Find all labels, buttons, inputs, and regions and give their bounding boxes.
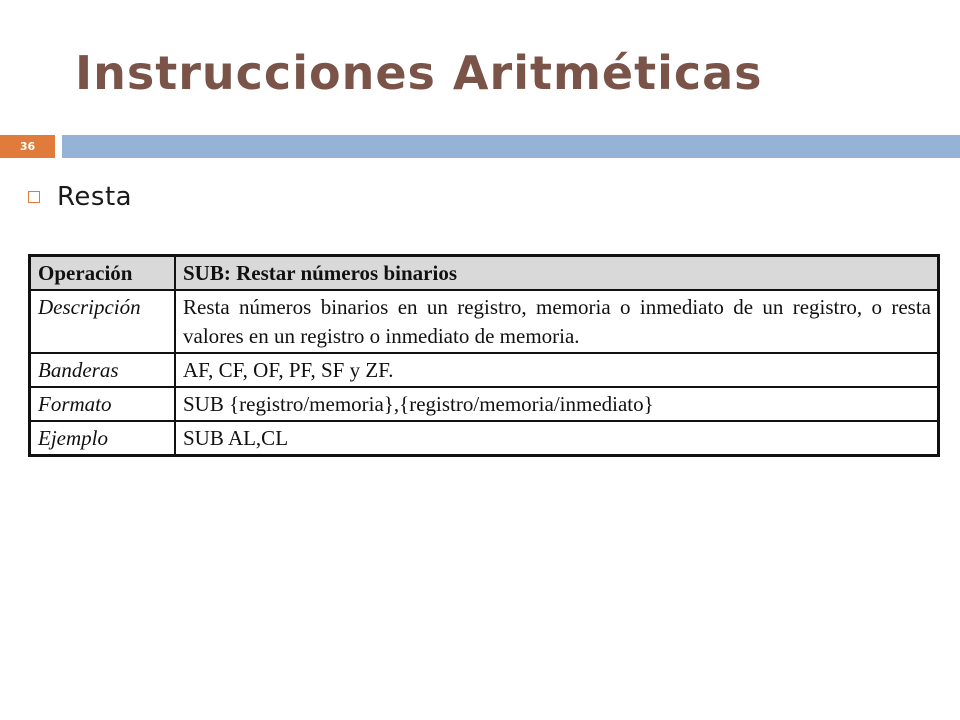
square-bullet-icon <box>28 191 40 203</box>
table-row <box>30 387 939 421</box>
slide-number: 36 <box>0 135 55 158</box>
table-cell-value: AF, CF, OF, PF, SF y ZF. <box>175 353 939 387</box>
slide-title: Instrucciones Aritméticas <box>75 46 763 100</box>
table-cell-label: Banderas <box>30 353 176 387</box>
table-cell-label: Operación <box>30 256 176 291</box>
table-row <box>30 290 939 353</box>
bullet-text: Resta <box>57 182 133 212</box>
table-header-row <box>30 256 939 291</box>
table-cell-label: Formato <box>30 387 176 421</box>
table-cell-value: Resta números binarios en un registro, memoria o inmediato de un registro, o resta valores en un registro o inmediato de memoria. <box>175 290 939 353</box>
instruction-table <box>28 254 940 457</box>
table-cell-label: Descripción <box>30 290 176 353</box>
table-cell-label: Ejemplo <box>30 421 176 456</box>
bullet-item <box>28 182 132 212</box>
table-row <box>30 353 939 387</box>
header-bar <box>62 135 960 158</box>
table-row <box>30 421 939 456</box>
table-cell-value: SUB AL,CL <box>175 421 939 456</box>
table-cell-value: SUB {registro/memoria},{registro/memoria/inmediato} <box>175 387 939 421</box>
table-cell-value: SUB: Restar números binarios <box>175 256 939 291</box>
